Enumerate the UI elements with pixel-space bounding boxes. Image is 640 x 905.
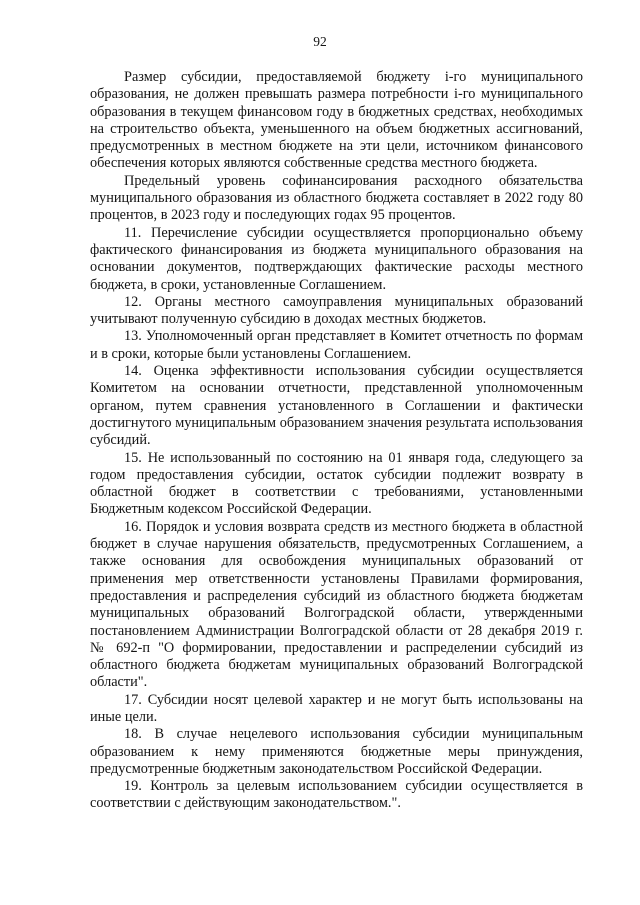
paragraph-subsidy-size: Размер субсидии, предоставляемой бюджету i-го муниципального образования, не должен превышать размера потребности i-го муниципального образования в текущем финансовом году в бюджетных средствах, необходимых на строительство объекта, уменьшенного на объем бюджетных ассигнований, предусмотренных в местном бюджете на эти цели, источником финансового обеспечения которых являются собственные средства местного бюджета. xyxy=(90,69,583,172)
paragraph-11: 11. Перечисление субсидии осуществляется пропорционально объему фактического финансирования из бюджета муниципального образования на основании документов, подтверждающих фактические расходы местного бюджета, в сроки, установленные Соглашением. xyxy=(90,224,583,293)
document-body xyxy=(90,69,583,813)
paragraph-12: 12. Органы местного самоуправления муниципальных образований учитывают полученную субсидию в доходах местных бюджетов. xyxy=(90,293,583,328)
paragraph-19: 19. Контроль за целевым использованием субсидии осуществляется в соответствии с действующим законодательством.". xyxy=(90,778,583,812)
paragraph-14: 14. Оценка эффективности использования субсидии осуществляется Комитетом на основании отчетности, представленной уполномоченным органом, путем сравнения установленного в Соглашении и фактически достигнутого муниципальным образованием значения результата использования субсидий. xyxy=(90,363,583,449)
paragraph-cofinancing-level: Предельный уровень софинансирования расходного обязательства муниципального образования из областного бюджета составляет в 2022 году 80 процентов, в 2023 году и последующих годах 95 процентов. xyxy=(90,172,583,224)
paragraph-17: 17. Субсидии носят целевой характер и не могут быть использованы на иные цели. xyxy=(90,691,583,725)
paragraph-18: 18. В случае нецелевого использования субсидии муниципальным образованием к нему применяются бюджетные меры принуждения, предусмотренные бюджетным законодательством Российской Федерации. xyxy=(90,726,583,777)
paragraph-16: 16. Порядок и условия возврата средств из местного бюджета в областной бюджет в случае нарушения обязательств, предусмотренных Соглашением, а также основания для освобождения муниципальных образований от применения мер ответственности установлены Правилами формирования, предоставления и распределения субсидий из областного бюджета бюджетам муниципальных образований Волгоградской области, утвержденными постановлением Администрации Волгоградской области от 28 декабря 2019 г. № 692-п "О формировании, предоставлении и распределении субсидий из областного бюджета бюджетам муниципальных образований Волгоградской области". xyxy=(90,518,583,691)
paragraph-15: 15. Не использованный по состоянию на 01 января года, следующего за годом предоставления субсидии, остаток субсидии подлежит возврату в областной бюджет в соответствии с требованиями, установленными Бюджетным кодексом Российской Федерации. xyxy=(90,449,583,518)
page-number: 92 xyxy=(313,34,327,49)
paragraph-13: 13. Уполномоченный орган представляет в Комитет отчетность по формам и в сроки, которые были установлены Соглашением. xyxy=(90,328,583,362)
